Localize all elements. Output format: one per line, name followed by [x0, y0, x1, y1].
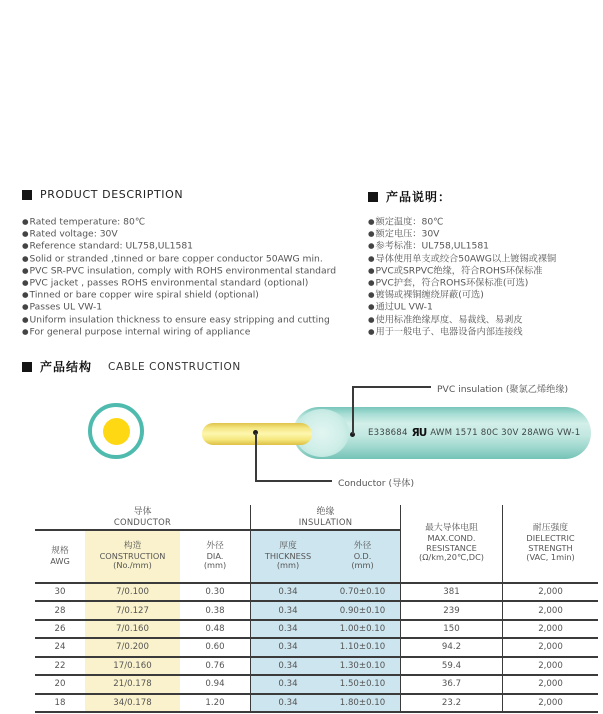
cell-dia: 0.30: [180, 584, 250, 602]
desc-cn-item: ● 导体使用单支或绞合50AWG以上镀锡或裸铜: [368, 253, 556, 265]
square-bullet-icon: [22, 362, 32, 372]
cell-thickness: 0.34: [250, 695, 325, 713]
specification-table: [35, 505, 598, 713]
desc-cn-item: ● 用于一般电子、电器设备内部连接线: [368, 326, 556, 338]
cell-dielectric: 2,000: [502, 621, 598, 639]
desc-en-item: ● Rated temperature: 80℃: [22, 216, 336, 228]
column-header-construction: 构造 CONSTRUCTION (No./mm): [85, 531, 180, 584]
insulation-label: PVC insulation (聚氯乙烯绝缘): [437, 384, 569, 395]
cell-od: 1.80±0.10: [325, 695, 400, 713]
group-header-conductor: 导体 CONDUCTOR: [35, 505, 250, 531]
cell-dia: 0.94: [180, 676, 250, 694]
column-header-thickness: 厚度 THICKNESS (mm): [250, 531, 325, 584]
cell-thickness: 0.34: [250, 639, 325, 657]
cell-resistance: 36.7: [400, 676, 502, 694]
desc-cn-item: ● PVC或SRPVC绝缘，符合ROHS环保标准: [368, 265, 556, 277]
cell-construction: 34/0.178: [85, 695, 180, 713]
cell-awg: 24: [35, 639, 85, 657]
product-description-list-cn: [368, 216, 556, 338]
cable-rating-text: AWM 1571 80C 30V 28AWG VW-1: [430, 428, 581, 439]
conductor-label: Conductor (导体): [338, 478, 415, 489]
ul-recognized-mark-icon: ЯU: [411, 427, 427, 439]
cell-resistance: 239: [400, 602, 502, 620]
cell-od: 1.50±0.10: [325, 676, 400, 694]
cell-construction: 7/0.160: [85, 621, 180, 639]
cell-thickness: 0.34: [250, 584, 325, 602]
ul-file-number: E338684: [368, 428, 408, 439]
column-header-dia: 外径 DIA. (mm): [180, 531, 250, 584]
column-header-od: 外径 O.D. (mm): [325, 531, 400, 584]
cell-dielectric: 2,000: [502, 658, 598, 676]
cable-construction-title-en: CABLE CONSTRUCTION: [108, 360, 241, 373]
cell-dielectric: 2,000: [502, 584, 598, 602]
desc-en-item: ● Reference standard: UL758,UL1581: [22, 240, 336, 252]
insulation-leader-hline: [352, 386, 431, 388]
desc-en-item: ● Tinned or bare copper wire spiral shield (optional): [22, 289, 336, 301]
cell-od: 0.70±0.10: [325, 584, 400, 602]
cell-dielectric: 2,000: [502, 639, 598, 657]
cell-od: 1.10±0.10: [325, 639, 400, 657]
cell-resistance: 150: [400, 621, 502, 639]
cell-awg: 18: [35, 695, 85, 713]
cell-dielectric: 2,000: [502, 602, 598, 620]
desc-en-item: ● PVC jacket , passes ROHS environmental standard (optional): [22, 277, 336, 289]
cell-construction: 17/0.160: [85, 658, 180, 676]
cable-construction-title-cn: 产品结构: [40, 360, 93, 374]
cell-od: 1.00±0.10: [325, 621, 400, 639]
group-header-insulation: 绝缘 INSULATION: [250, 505, 400, 531]
column-header-resistance: 最大导体电阻 MAX.COND. RESISTANCE (Ω/km,20℃,DC): [400, 505, 502, 584]
cell-resistance: 23.2: [400, 695, 502, 713]
cable-cross-section: [88, 403, 144, 459]
conductor-leader-hline: [255, 480, 332, 482]
cell-construction: 21/0.178: [85, 676, 180, 694]
cell-awg: 22: [35, 658, 85, 676]
desc-en-item: ● For general purpose internal wiring of appliance: [22, 326, 336, 338]
cell-od: 1.30±0.10: [325, 658, 400, 676]
cable-construction-heading: [22, 358, 241, 375]
cell-resistance: 381: [400, 584, 502, 602]
desc-cn-item: ● 通过UL VW-1: [368, 301, 556, 313]
cell-awg: 20: [35, 676, 85, 694]
product-description-heading: [22, 188, 183, 201]
cell-od: 0.90±0.10: [325, 602, 400, 620]
cell-dia: 0.60: [180, 639, 250, 657]
cell-dia: 0.76: [180, 658, 250, 676]
cell-resistance: 94.2: [400, 639, 502, 657]
cell-awg: 28: [35, 602, 85, 620]
cell-thickness: 0.34: [250, 676, 325, 694]
cell-construction: 7/0.100: [85, 584, 180, 602]
desc-cn-item: ● 额定电压：30V: [368, 228, 556, 240]
cell-thickness: 0.34: [250, 621, 325, 639]
cell-awg: 30: [35, 584, 85, 602]
cell-dia: 0.38: [180, 602, 250, 620]
conductor-leader-vline: [255, 433, 257, 481]
cell-construction: 7/0.200: [85, 639, 180, 657]
cell-construction: 7/0.127: [85, 602, 180, 620]
desc-cn-item: ● PVC护套，符合ROHS环保标准(可选): [368, 277, 556, 289]
product-description-cn-heading: [368, 188, 451, 205]
cable-print-legend: [368, 428, 594, 439]
cell-awg: 26: [35, 621, 85, 639]
cell-thickness: 0.34: [250, 602, 325, 620]
square-bullet-icon: [368, 192, 378, 202]
desc-en-item: ● Passes UL VW-1: [22, 301, 336, 313]
desc-en-item: ● Uniform insulation thickness to ensure easy stripping and cutting: [22, 314, 336, 326]
desc-cn-item: ● 使用标准绝缘厚度、易裁线、易剥皮: [368, 314, 556, 326]
cell-dia: 0.48: [180, 621, 250, 639]
desc-cn-item: ● 额定温度：80℃: [368, 216, 556, 228]
desc-en-item: ● Rated voltage: 30V: [22, 228, 336, 240]
cell-dielectric: 2,000: [502, 695, 598, 713]
cell-resistance: 59.4: [400, 658, 502, 676]
product-description-title: PRODUCT DESCRIPTION: [40, 188, 184, 201]
product-description-list-en: [22, 216, 336, 338]
cell-thickness: 0.34: [250, 658, 325, 676]
product-description-cn-title: 产品说明：: [386, 190, 452, 204]
desc-en-item: ● PVC SR-PVC insulation, comply with ROHS environmental standard: [22, 265, 336, 277]
desc-cn-item: ● 镀锡或裸铜缠绕屏蔽(可选): [368, 289, 556, 301]
column-header-awg: 规格 AWG: [35, 531, 85, 584]
desc-en-item: ● Solid or stranded ,tinned or bare copper conductor 50AWG min.: [22, 253, 336, 265]
square-bullet-icon: [22, 190, 32, 200]
cell-dia: 1.20: [180, 695, 250, 713]
desc-cn-item: ● 参考标准：UL758,UL1581: [368, 240, 556, 252]
cross-section-conductor-core: [103, 418, 130, 445]
column-header-dielectric: 耐压强度 DIELECTRIC STRENGTH (VAC, 1min): [502, 505, 598, 584]
cell-dielectric: 2,000: [502, 676, 598, 694]
insulation-leader-vline: [352, 387, 354, 434]
